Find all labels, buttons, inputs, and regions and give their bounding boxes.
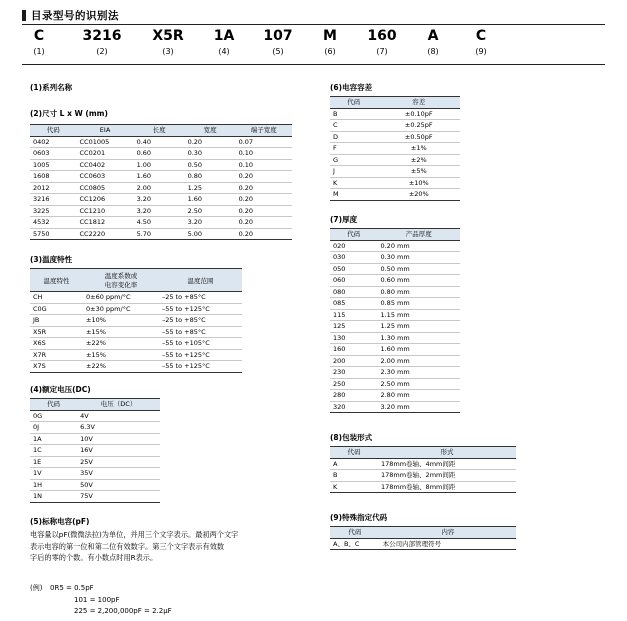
temp-row (30, 361, 242, 373)
size-row-cell: CC1210 (77, 205, 134, 217)
voltage-row-cell: 0J (30, 422, 77, 434)
thickness-row-cell: 0.20 mm (377, 240, 460, 252)
temp-row-cell: –25 to +85°C (159, 315, 242, 327)
code-value-3: X5R (152, 28, 184, 44)
tolerance-row-cell: ±1% (378, 143, 460, 155)
temp-row-cell: 0±30 ppm/°C (83, 303, 159, 315)
voltage-row-cell: 75V (77, 491, 160, 503)
temp-row-cell: X7R (30, 349, 83, 361)
size-row-cell: 0.60 (134, 148, 185, 160)
thickness-row (330, 378, 460, 390)
size-row (30, 171, 292, 183)
code-index-6: (6) (324, 47, 336, 56)
tolerance-row (330, 131, 460, 143)
code-value-7: 160 (367, 28, 397, 44)
size-row-cell: 0.20 (185, 136, 236, 148)
header-divider (22, 24, 605, 25)
voltage-row (30, 445, 160, 457)
tolerance-row (330, 108, 460, 120)
tolerance-row-cell: ±0.25pF (378, 120, 460, 132)
temp-row (30, 292, 242, 304)
size-row-cell: 0.50 (185, 159, 236, 171)
code-index-8: (8) (427, 47, 439, 56)
tolerance-row-cell: D (330, 131, 378, 143)
size-row (30, 182, 292, 194)
size-row-cell: 0.20 (236, 228, 292, 240)
thickness-row-cell: 115 (330, 309, 377, 321)
size-row-cell: 0.80 (185, 171, 236, 183)
thickness-row-cell: 320 (330, 401, 377, 413)
tolerance-row-cell: ±5% (378, 166, 460, 178)
thickness-row-cell: 0.85 mm (377, 298, 460, 310)
thickness-row-cell: 2.50 mm (377, 378, 460, 390)
page-title: 目录型号的识别法 (31, 10, 119, 22)
size-row-cell: 1.60 (185, 194, 236, 206)
tolerance-row-cell: ±2% (378, 154, 460, 166)
voltage-row-cell: 16V (77, 445, 160, 457)
temp-row-cell: ±22% (83, 338, 159, 350)
packing-row-header-0: 代码 (330, 447, 378, 459)
code-value-5: 107 (263, 28, 293, 44)
voltage-row-header-1: 电压（DC） (77, 399, 160, 411)
size-row-cell: 5.70 (134, 228, 185, 240)
size-row-cell: 2012 (30, 182, 77, 194)
section-heading-2: (2)尺寸 L x W (mm) (30, 109, 108, 118)
temp-row-cell: JB (30, 315, 83, 327)
size-row (30, 228, 292, 240)
example-label: (例) (30, 584, 43, 592)
packing-row (330, 481, 516, 493)
temp-row-header-2: 温度范围 (159, 269, 242, 292)
size-row-cell: 0.20 (236, 205, 292, 217)
size-row-cell: 4532 (30, 217, 77, 229)
example-line-2: 101 = 100pF (74, 595, 120, 604)
tolerance-row-cell: J (330, 166, 378, 178)
thickness-row (330, 309, 460, 321)
thickness-row-cell: 0.80 mm (377, 286, 460, 298)
size-row-cell: 3.20 (134, 194, 185, 206)
size-row-cell: 0.40 (134, 136, 185, 148)
temp-row-cell: –55 to +105°C (159, 338, 242, 350)
thickness-row (330, 298, 460, 310)
thickness-row (330, 401, 460, 413)
section-heading-6: (6)电容容差 (330, 83, 373, 92)
section-heading-7: (7)厚度 (330, 215, 358, 224)
temp-row-cell: X7S (30, 361, 83, 373)
voltage-row-cell: 0G (30, 410, 77, 422)
thickness-row-header-0: 代码 (330, 229, 377, 241)
temp-row (30, 349, 242, 361)
voltage-row (30, 479, 160, 491)
voltage-row-header-0: 代码 (30, 399, 77, 411)
thickness-row-cell: 1.30 mm (377, 332, 460, 344)
tolerance-table (330, 96, 460, 201)
size-row-cell: 4.50 (134, 217, 185, 229)
tolerance-row-cell: ±0.10pF (378, 108, 460, 120)
temp-row-cell: ±22% (83, 361, 159, 373)
size-row-cell: CC0603 (77, 171, 134, 183)
packing-row (330, 458, 516, 470)
thickness-row-cell: 0.50 mm (377, 263, 460, 275)
voltage-row-cell: 1N (30, 491, 77, 503)
code-index-1: (1) (33, 47, 45, 56)
voltage-row (30, 456, 160, 468)
size-row-cell: 1.60 (134, 171, 185, 183)
section-heading-9: (9)特殊指定代码 (330, 513, 388, 522)
size-row-cell: 3.20 (185, 217, 236, 229)
size-row-cell: 0.10 (236, 148, 292, 160)
code-value-1: C (33, 28, 45, 44)
tolerance-row-cell: K (330, 177, 378, 189)
packing-row-header-1: 形式 (378, 447, 516, 459)
section-heading-1: (1)系列名称 (30, 83, 73, 92)
section-heading-3: (3)温度特性 (30, 255, 73, 264)
code-index-3: (3) (162, 47, 174, 56)
capacitance-note-line-2: 表示电容的第一位和第二位有效数字。第三个文字表示有效数 (30, 541, 225, 551)
tolerance-row (330, 120, 460, 132)
size-row-header-1: EIA (77, 125, 134, 137)
thickness-row-cell: 230 (330, 367, 377, 379)
size-row-cell: 1.00 (134, 159, 185, 171)
code-cell-6 (312, 28, 348, 58)
thickness-row-cell: 3.20 mm (377, 401, 460, 413)
capacitance-note-line-3: 字后的零的个数。有小数点时用R表示。 (30, 553, 158, 562)
temp-row (30, 303, 242, 315)
thickness-row-cell: 1.25 mm (377, 321, 460, 333)
special-row-cell: 本公司内部管理符号 (380, 538, 516, 550)
header-marker-icon (22, 10, 26, 21)
size-row-cell: 1608 (30, 171, 77, 183)
voltage-row-cell: 4V (77, 410, 160, 422)
code-row-divider (22, 64, 605, 65)
packing-row-cell: 178mm卷轴、4mm间距 (378, 458, 516, 470)
voltage-row-cell: 50V (77, 479, 160, 491)
size-row-cell: 1.25 (185, 182, 236, 194)
thickness-row (330, 321, 460, 333)
thickness-row-cell: 0.60 mm (377, 275, 460, 287)
temperature-table (30, 268, 242, 373)
temp-row-cell: –55 to +85°C (159, 326, 242, 338)
thickness-table (330, 228, 460, 413)
temp-row-cell: ±15% (83, 349, 159, 361)
size-row-header-4: 端子宽度 (236, 125, 292, 137)
code-cell-3 (144, 28, 192, 58)
tolerance-row-header-1: 容差 (378, 97, 460, 109)
thickness-row-cell: 130 (330, 332, 377, 344)
capacitance-note (30, 529, 310, 564)
thickness-row (330, 275, 460, 287)
special-row-header-0: 代码 (330, 527, 380, 539)
thickness-row-cell: 020 (330, 240, 377, 252)
thickness-row-cell: 280 (330, 390, 377, 402)
temp-row-header-1: 温度系数或 电容变化率 (83, 269, 159, 292)
code-index-5: (5) (272, 47, 284, 56)
size-row-cell: 0.20 (236, 182, 292, 194)
code-value-6: M (323, 28, 337, 44)
size-row (30, 148, 292, 160)
temp-row-cell: X6S (30, 338, 83, 350)
size-row-cell: 0402 (30, 136, 77, 148)
thickness-row-cell: 250 (330, 378, 377, 390)
voltage-table (30, 398, 160, 503)
temp-row-cell: CH (30, 292, 83, 304)
temp-row-cell: –25 to +85°C (159, 292, 242, 304)
voltage-row-cell: 1E (30, 456, 77, 468)
voltage-row-cell: 1A (30, 433, 77, 445)
code-index-9: (9) (475, 47, 487, 56)
packing-row-cell: B (330, 470, 378, 482)
packing-row (330, 470, 516, 482)
special-row-header-1: 内容 (380, 527, 516, 539)
example-line-1: 0R5 = 0.5pF (50, 584, 94, 592)
capacitance-note-line-1: 电容量以pF(微微法拉)为单位，并用三个文字表示。最初两个文字 (30, 530, 239, 539)
thickness-row (330, 332, 460, 344)
temp-row-cell: C0G (30, 303, 83, 315)
voltage-row (30, 491, 160, 503)
tolerance-row-cell: C (330, 120, 378, 132)
tolerance-row (330, 189, 460, 201)
code-value-9: C (475, 28, 487, 44)
voltage-row-cell: 35V (77, 468, 160, 480)
thickness-row (330, 355, 460, 367)
special-row-cell: A、B、C (330, 538, 380, 550)
tolerance-row (330, 154, 460, 166)
thickness-row-cell: 060 (330, 275, 377, 287)
size-row-header-0: 代码 (30, 125, 77, 137)
size-row-cell: 3225 (30, 205, 77, 217)
code-cell-4 (204, 28, 244, 58)
thickness-row-cell: 1.15 mm (377, 309, 460, 321)
voltage-row-cell: 25V (77, 456, 160, 468)
part-number-breakdown (22, 28, 605, 64)
size-row-header-2: 长度 (134, 125, 185, 137)
temp-row-cell: ±15% (83, 326, 159, 338)
size-row-cell: CC1812 (77, 217, 134, 229)
thickness-row (330, 286, 460, 298)
thickness-row-cell: 085 (330, 298, 377, 310)
temp-row-cell: –55 to +125°C (159, 361, 242, 373)
voltage-row-cell: 1C (30, 445, 77, 457)
tolerance-row-cell: ±10% (378, 177, 460, 189)
thickness-row (330, 390, 460, 402)
size-row-cell: 0.20 (236, 217, 292, 229)
tolerance-row-header-0: 代码 (330, 97, 378, 109)
section-heading-4: (4)额定电压(DC) (30, 385, 91, 394)
thickness-row-cell: 030 (330, 252, 377, 264)
size-row-cell: 0.20 (236, 171, 292, 183)
size-row-cell: 5750 (30, 228, 77, 240)
size-row (30, 194, 292, 206)
thickness-row-cell: 0.30 mm (377, 252, 460, 264)
thickness-row-cell: 2.00 mm (377, 355, 460, 367)
thickness-row-cell: 2.30 mm (377, 367, 460, 379)
code-value-4: 1A (213, 28, 235, 44)
size-row-cell: 2.00 (134, 182, 185, 194)
temp-row-cell: –55 to +125°C (159, 349, 242, 361)
code-value-2: 3216 (82, 28, 122, 44)
thickness-row-cell: 160 (330, 344, 377, 356)
thickness-row-cell: 200 (330, 355, 377, 367)
tolerance-row-cell: ±0.50pF (378, 131, 460, 143)
size-table (30, 124, 292, 240)
special-code-table (330, 526, 516, 550)
thickness-row (330, 367, 460, 379)
size-row-cell: 2.50 (185, 205, 236, 217)
thickness-row-cell: 080 (330, 286, 377, 298)
code-index-2: (2) (96, 47, 108, 56)
size-row (30, 217, 292, 229)
size-row-cell: 0.30 (185, 148, 236, 160)
code-cell-7 (360, 28, 404, 58)
tolerance-row-cell: M (330, 189, 378, 201)
code-index-7: (7) (376, 47, 388, 56)
temp-row-cell: 0±60 ppm/°C (83, 292, 159, 304)
code-cell-5 (256, 28, 300, 58)
size-row (30, 159, 292, 171)
temp-row (30, 338, 242, 350)
example-line-3: 225 = 2,200,000pF = 2.2µF (74, 607, 172, 615)
size-row-cell: CC0805 (77, 182, 134, 194)
size-row-cell: CC0201 (77, 148, 134, 160)
size-row-cell: 1005 (30, 159, 77, 171)
size-row-cell: 0603 (30, 148, 77, 160)
thickness-row-cell: 2.80 mm (377, 390, 460, 402)
thickness-row-cell: 125 (330, 321, 377, 333)
size-row-cell: 3.20 (134, 205, 185, 217)
temp-row-cell: ±10% (83, 315, 159, 327)
tolerance-row (330, 166, 460, 178)
thickness-row-header-1: 产品厚度 (377, 229, 460, 241)
page-header (22, 8, 119, 23)
size-row-header-3: 宽度 (185, 125, 236, 137)
temp-row-header-0: 温度特性 (30, 269, 83, 292)
packing-row-cell: 178mm卷轴、2mm间距 (378, 470, 516, 482)
temp-row-cell: X5R (30, 326, 83, 338)
size-row-cell: CC2220 (77, 228, 134, 240)
size-row-cell: 0.07 (236, 136, 292, 148)
tolerance-row-cell: ±20% (378, 189, 460, 201)
voltage-row (30, 433, 160, 445)
thickness-row (330, 240, 460, 252)
packing-table (330, 446, 516, 493)
code-cell-8 (416, 28, 450, 58)
voltage-row-cell: 1H (30, 479, 77, 491)
thickness-row (330, 252, 460, 264)
tolerance-row-cell: F (330, 143, 378, 155)
packing-row-cell: A (330, 458, 378, 470)
voltage-row-cell: 10V (77, 433, 160, 445)
code-cell-2 (74, 28, 130, 58)
tolerance-row (330, 177, 460, 189)
code-value-8: A (427, 28, 439, 44)
code-cell-1 (22, 28, 56, 58)
thickness-row-cell: 050 (330, 263, 377, 275)
voltage-row (30, 410, 160, 422)
special-row (330, 538, 516, 550)
size-row-cell: CC0402 (77, 159, 134, 171)
size-row-cell: 5.00 (185, 228, 236, 240)
tolerance-row-cell: G (330, 154, 378, 166)
size-row-cell: 0.20 (236, 194, 292, 206)
size-row-cell: CC01005 (77, 136, 134, 148)
voltage-row (30, 422, 160, 434)
size-row-cell: 3216 (30, 194, 77, 206)
example-lines (50, 583, 172, 618)
size-row (30, 136, 292, 148)
size-row (30, 205, 292, 217)
section-heading-8: (8)包装形式 (330, 433, 373, 442)
temp-row (30, 315, 242, 327)
packing-row-cell: 178mm卷轴、8mm间距 (378, 481, 516, 493)
thickness-row (330, 263, 460, 275)
thickness-row-cell: 1.60 mm (377, 344, 460, 356)
section-heading-5: (5)标称电容(pF) (30, 517, 90, 526)
temp-row-cell: –55 to +125°C (159, 303, 242, 315)
size-row-cell: 0.10 (236, 159, 292, 171)
size-row-cell: CC1206 (77, 194, 134, 206)
packing-row-cell: K (330, 481, 378, 493)
voltage-row (30, 468, 160, 480)
thickness-row (330, 344, 460, 356)
voltage-row-cell: 6.3V (77, 422, 160, 434)
tolerance-row (330, 143, 460, 155)
voltage-row-cell: 1V (30, 468, 77, 480)
code-cell-9 (464, 28, 498, 58)
code-index-4: (4) (218, 47, 230, 56)
temp-row (30, 326, 242, 338)
tolerance-row-cell: B (330, 108, 378, 120)
